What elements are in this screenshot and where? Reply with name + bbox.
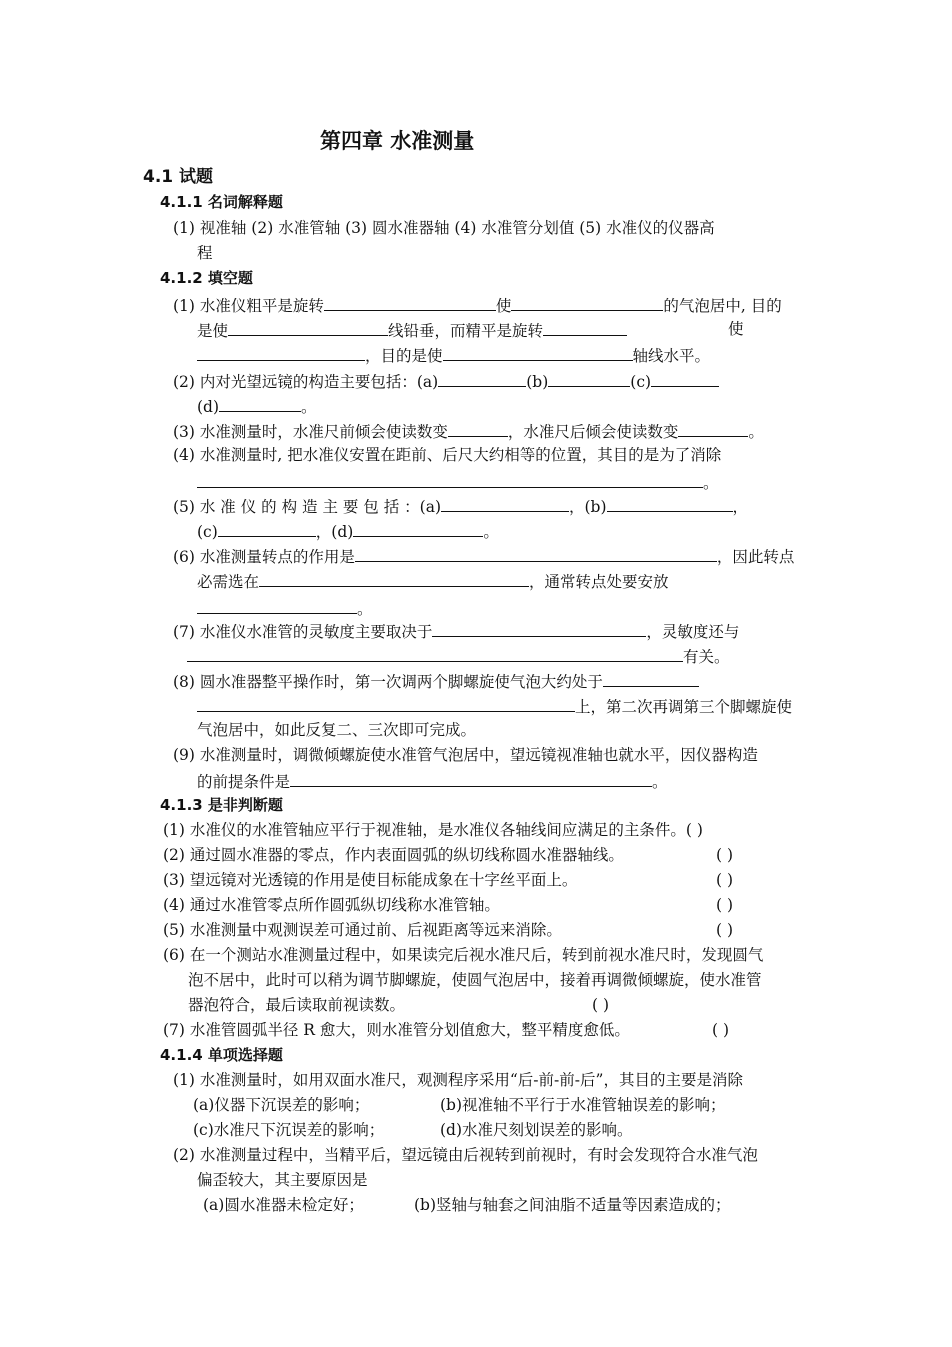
fill-q2-line1: (2) 内对光望远镜的构造主要包括：(a) (b) (c) <box>173 370 719 392</box>
terms-line-1: (1) 视准轴 (2) 水准管轴 (3) 圆水准器轴 (4) 水准管分划值 (5) 水准仪的仪器高 <box>173 219 715 237</box>
choice-q1-option-b: (b)视准轴不平行于水准管轴误差的影响； <box>440 1096 726 1114</box>
choice-q2-stem-line1: (2) 水准测量过程中，当精平后，望远镜由后视转到前视时，有时会发现符合水准气泡 <box>173 1146 758 1164</box>
answer-blank[interactable] <box>219 395 301 412</box>
fill-q1-line2: 是使 线铅垂，而精平是旋转 <box>197 319 627 341</box>
answer-blank[interactable] <box>443 344 633 361</box>
judge-q6-line1: (6) 在一个测站水准测量过程中，如果读完后视水准尺后，转到前视水准尺时，发现圆气 <box>163 946 764 964</box>
answer-blank[interactable] <box>290 770 652 787</box>
fill-q9-line1: (9) 水准测量时，调微倾螺旋使水准管气泡居中，望远镜视准轴也就水平，因仪器构造 <box>173 746 758 764</box>
subsection-heading-4-1-4: 4.1.4 单项选择题 <box>160 1046 283 1064</box>
answer-blank[interactable] <box>603 670 699 687</box>
choice-q1-option-d: (d)水准尺刻划误差的影响。 <box>440 1121 633 1139</box>
choice-q1-option-c: (c)水准尺下沉误差的影响； <box>193 1121 385 1139</box>
answer-bracket[interactable]: ( ) <box>716 871 734 889</box>
answer-bracket[interactable]: ( ) <box>712 1021 730 1039</box>
answer-blank[interactable] <box>197 597 357 614</box>
fill-q1-line3: ，目的是使 轴线水平。 <box>197 344 710 366</box>
answer-bracket[interactable]: ( ) <box>716 921 734 939</box>
answer-blank[interactable] <box>197 695 575 712</box>
answer-bracket[interactable]: ( ) <box>592 996 610 1014</box>
fill-q6-line1: (6) 水准测量转点的作用是 ，因此转点 <box>173 545 794 567</box>
answer-blank[interactable] <box>543 319 627 336</box>
subsection-heading-4-1-1: 4.1.1 名词解释题 <box>160 193 283 211</box>
section-heading-4-1: 4.1 试题 <box>143 167 214 187</box>
choice-q2-stem-line2: 偏歪较大，其主要原因是 <box>197 1171 368 1189</box>
answer-blank[interactable] <box>448 420 508 437</box>
answer-blank[interactable] <box>607 495 733 512</box>
judge-q7: (7) 水准管圆弧半径 R 愈大，则水准管分划值愈大，整平精度愈低。 <box>163 1021 630 1039</box>
fill-q5-line1: (5) 水 准 仪 的 构 造 主 要 包 括 ：(a) ，(b) ， <box>173 495 748 517</box>
fill-q8-line3: 气泡居中，如此反复二、三次即可完成。 <box>197 721 477 739</box>
fill-q2-line2: (d) 。 <box>197 395 317 417</box>
answer-blank[interactable] <box>355 545 717 562</box>
judge-q4: (4) 通过水准管零点所作圆弧纵切线称水准管轴。 <box>163 896 500 914</box>
fill-q4-line1: (4) 水准测量时, 把水准仪安置在距前、后尺大约相等的位置，其目的是为了消除 <box>173 446 722 464</box>
fill-q6-line3: 。 <box>197 597 373 619</box>
fill-q4-line2: 。 <box>197 471 719 493</box>
subsection-heading-4-1-3: 4.1.3 是非判断题 <box>160 796 283 814</box>
fill-q8-line2: 上，第二次再调第三个脚螺旋使 <box>197 695 792 717</box>
fill-q7-line2: 有关。 <box>187 645 730 667</box>
answer-blank[interactable] <box>259 570 529 587</box>
answer-blank[interactable] <box>187 645 683 662</box>
chapter-title: 第四章 水准测量 <box>320 129 475 153</box>
answer-blank[interactable] <box>548 370 630 387</box>
fill-q6-line2: 必需选在 ，通常转点处要安放 <box>197 570 669 592</box>
choice-q2-option-b: (b)竖轴与轴套之间油脂不适量等因素造成的； <box>414 1196 731 1214</box>
judge-q6-line2: 泡不居中，此时可以稍为调节脚螺旋，使圆气泡居中，接着再调微倾螺旋，使水准管 <box>188 971 762 989</box>
answer-blank[interactable] <box>432 620 646 637</box>
judge-q3: (3) 望远镜对光透镜的作用是使目标能成象在十字丝平面上。 <box>163 871 578 889</box>
answer-blank[interactable] <box>511 294 663 311</box>
choice-q1-option-a: (a)仪器下沉误差的影响； <box>193 1096 370 1114</box>
fill-q7-line1: (7) 水准仪水准管的灵敏度主要取决于 ，灵敏度还与 <box>173 620 739 642</box>
judge-q6-line3: 器泡符合，最后读取前视读数。 <box>188 996 406 1014</box>
answer-blank[interactable] <box>197 471 703 488</box>
fill-q8-line1: (8) 圆水准器整平操作时，第一次调两个脚螺旋使气泡大约处于 <box>173 670 699 692</box>
answer-bracket[interactable]: ( ) <box>716 896 734 914</box>
terms-line-2: 程 <box>197 244 213 262</box>
choice-q2-option-a: (a)圆水准器未检定好； <box>203 1196 364 1214</box>
answer-blank[interactable] <box>197 344 365 361</box>
answer-bracket[interactable]: ( ) <box>716 846 734 864</box>
answer-blank[interactable] <box>353 520 483 537</box>
fill-q5-line2: (c) ，(d) 。 <box>197 520 499 542</box>
judge-q2: (2) 通过圆水准器的零点，作内表面圆弧的纵切线称圆水准器轴线。 <box>163 846 624 864</box>
answer-blank[interactable] <box>438 370 526 387</box>
answer-blank[interactable] <box>324 294 496 311</box>
choice-q1-stem: (1) 水准测量时，如用双面水准尺，观测程序采用“后-前-前-后”，其目的主要是消除 <box>173 1071 743 1089</box>
fill-q1-line2-end: 使 <box>728 320 744 338</box>
fill-q3: (3) 水准测量时，水准尺前倾会使读数变 ，水准尺后倾会使读数变 。 <box>173 420 764 442</box>
answer-blank[interactable] <box>678 420 748 437</box>
fill-q1-line1: (1) 水准仪粗平是旋转 使 的气泡居中, 目的 <box>173 294 782 316</box>
answer-blank[interactable] <box>651 370 719 387</box>
answer-blank[interactable] <box>228 319 388 336</box>
fill-q9-line2: 的前提条件是 。 <box>197 770 668 792</box>
judge-q1: (1) 水准仪的水准管轴应平行于视准轴，是水准仪各轴线间应满足的主条件。( ) <box>163 821 703 839</box>
answer-blank[interactable] <box>441 495 569 512</box>
subsection-heading-4-1-2: 4.1.2 填空题 <box>160 269 253 287</box>
judge-q5: (5) 水准测量中观测误差可通过前、后视距离等远来消除。 <box>163 921 562 939</box>
answer-blank[interactable] <box>218 520 316 537</box>
